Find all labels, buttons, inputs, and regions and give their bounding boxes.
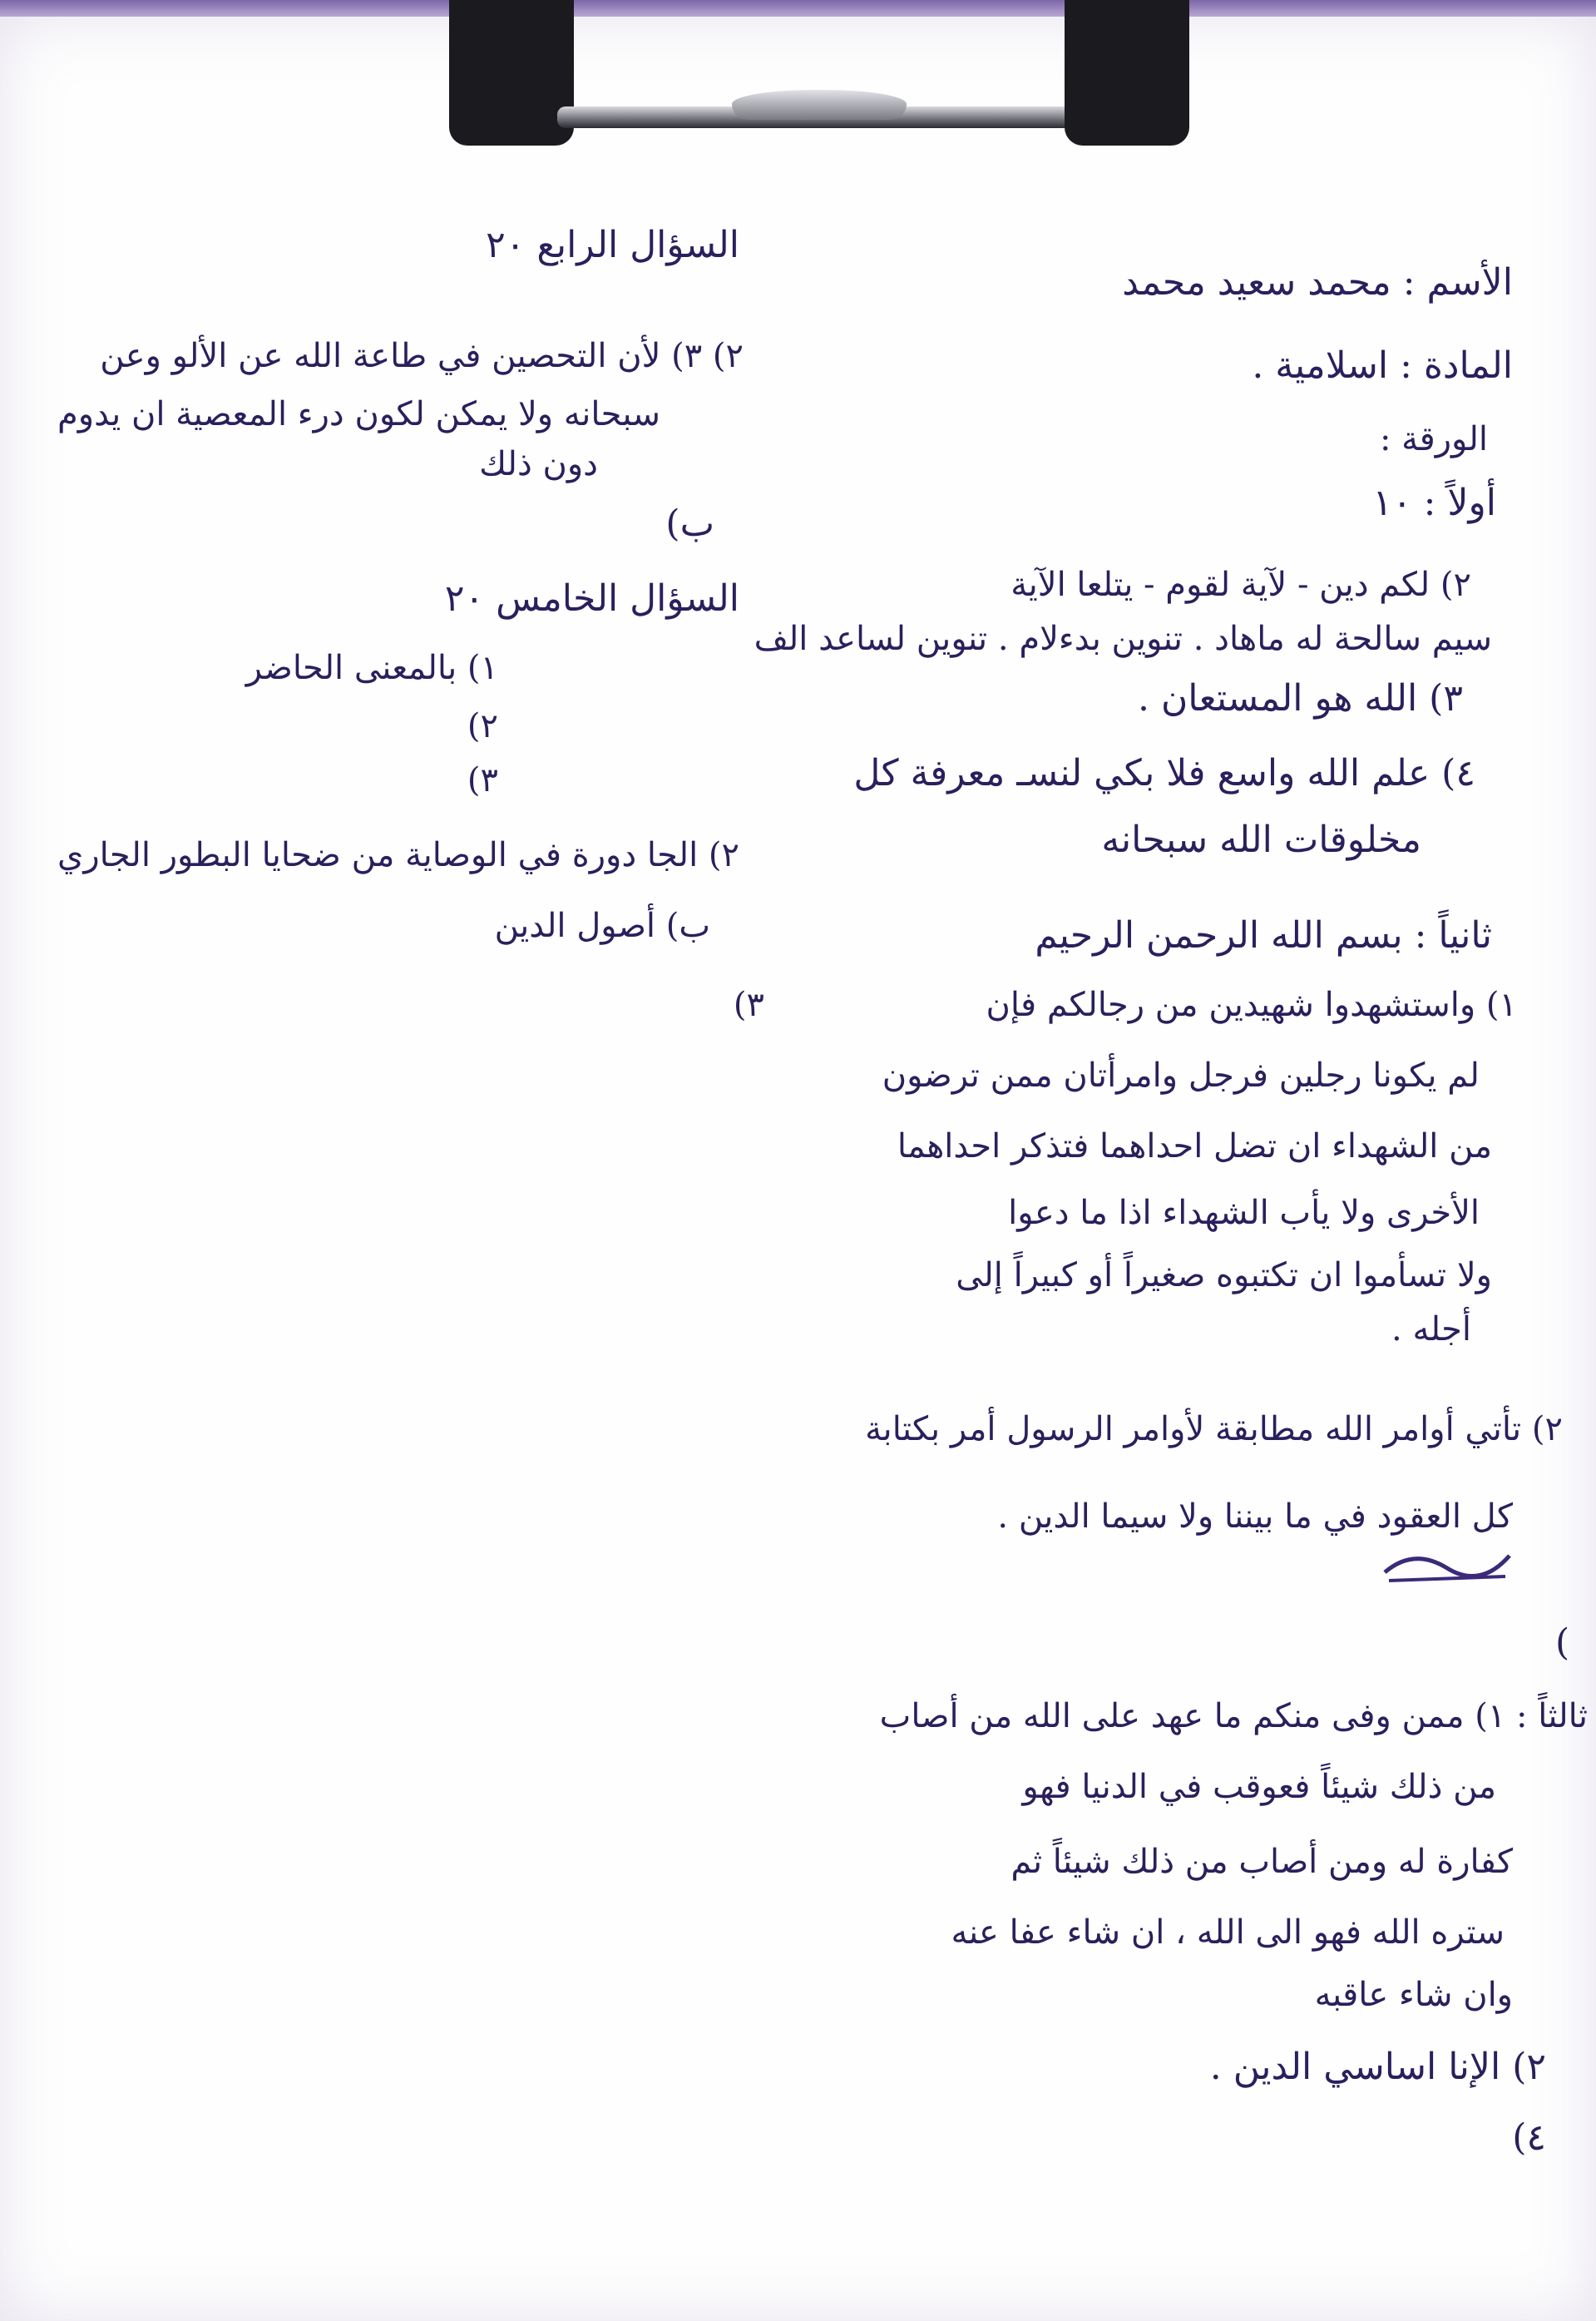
clip-bump (732, 90, 907, 120)
q5-answer-1: ١) بالمعنى الحاضر (245, 649, 498, 687)
s2-a1-line2: لم يكونا رجلين فرجل وامرأتان ممن ترضون (882, 1057, 1480, 1095)
s2-a1-line6: أجله . (1391, 1310, 1471, 1349)
s2-a1-line4: الأخرى ولا يأب الشهداء اذا ما دعوا (1008, 1194, 1480, 1232)
clip-arm-right (1065, 0, 1189, 146)
s1-answer-2-line1: ٢) لكم دين - لآية لقوم - يتلعا الآية (1010, 566, 1471, 604)
q4-answer-2-line1: ٢) ٣) لأن التحصين في طاعة الله عن الألو وعن (100, 337, 744, 375)
q5-answer-2: ٢) (467, 707, 498, 745)
clipboard-clip (449, 0, 1189, 150)
clip-arm-left (449, 0, 574, 146)
q5-part-b: ب) أصول الدين (494, 907, 710, 945)
s3-a1-line3: ستره الله فهو الى الله ، ان شاء عفا عنه (951, 1913, 1505, 1952)
s3-a1-line1: من ذلك شيئاً فعوقب في الدنيا فهو (1022, 1768, 1496, 1806)
scribble-mark (1381, 1539, 1514, 1589)
q5-answer-3b: ٣) (733, 986, 764, 1024)
q5-answer-2b: ٢) الجا دورة في الوصاية من ضحايا البطور الجاري (57, 836, 739, 874)
s1-answer-4-line2: مخلوقات الله سبحانه (1101, 819, 1421, 861)
s2-a1-line5: ولا تسأموا ان تكتبوه صغيراً أو كبيراً إلى (956, 1256, 1492, 1294)
s2-a1-line1: ١) واستشهدوا شهيدين من رجالكم فإن (986, 986, 1517, 1024)
question-5-title: السؤال الخامس ٢٠ (444, 577, 739, 620)
q4-answer-2-line2: سبحانه ولا يمكن لكون درء المعصية ان يدوم (57, 395, 660, 433)
student-name: الأسم : محمد سعيد محمد (1122, 261, 1513, 304)
question-4-title: السؤال الرابع ٢٠ (486, 224, 739, 266)
s3-a1-line4: وان شاء عاقبه (1314, 1976, 1513, 2014)
s2-answer-2-line1: ٢) تأتي أوامر الله مطابقة لأوامر الرسول أمر بكتابة (865, 1410, 1563, 1448)
s2-a1-line3: من الشهداء ان تضل احداهما فتذكر احداهما (897, 1127, 1492, 1165)
q5-answer-3: ٣) (467, 761, 498, 799)
s1-answer-2-line2: سيم سالحة له ماهاد . تنوين بدءلام . تنوين لساعد الف (754, 620, 1492, 658)
s3-a1-line2: كفارة له ومن أصاب من ذلك شيئاً ثم (1010, 1843, 1513, 1881)
paper-line: الورقة : (1379, 420, 1488, 458)
q4-answer-2-line3: دون ذلك (479, 445, 598, 483)
s3-answer-4: ٤) (1512, 2116, 1546, 2159)
section-3-paren: ) (1555, 1621, 1570, 1664)
s3-answer-2: ٢) الإنا اساسي الدين . (1209, 2046, 1546, 2088)
s1-answer-3: ٣) الله هو المستعان . (1137, 677, 1463, 720)
s1-answer-4-line1: ٤) علم الله واسع فلا بكي لنسـ معرفة كل (853, 752, 1475, 794)
q4-part-b: ب) (665, 502, 714, 545)
s2-answer-2-line2: كل العقود في ما بيننا ولا سيما الدين . (997, 1497, 1513, 1536)
section-1-title: أولاً : ١٠ (1372, 482, 1496, 524)
section-3-title: ثالثاً : ١) ممن وفى منكم ما عهد على الله من أصاب (879, 1697, 1588, 1735)
section-2-title: ثانياً : بسم الله الرحمن الرحيم (1035, 914, 1492, 957)
subject-line: المادة : اسلامية . (1252, 344, 1513, 387)
